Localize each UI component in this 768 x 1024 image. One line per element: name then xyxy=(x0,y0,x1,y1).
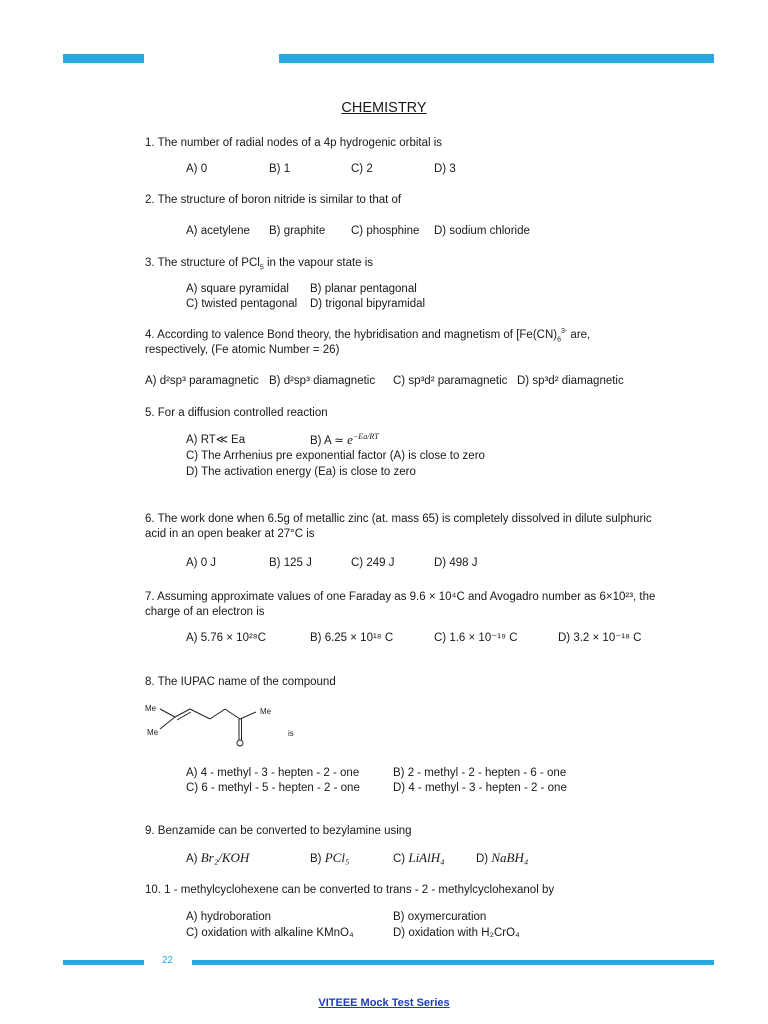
question-7-line-2: charge of an electron is xyxy=(145,606,265,618)
header-bar-right xyxy=(279,54,714,63)
q8-option-a: A) 4 - methyl - 3 - hepten - 2 - one xyxy=(186,767,360,779)
question-8: 8. The IUPAC name of the compound xyxy=(145,676,336,688)
q2-option-c: C) phosphine xyxy=(351,225,420,237)
q2-option-b: B) graphite xyxy=(269,225,326,237)
footer-series-link[interactable]: VITEEE Mock Test Series xyxy=(318,997,450,1009)
q3-option-b: B) planar pentagonal xyxy=(310,283,417,295)
question-7-line-1: 7. Assuming approximate values of one Faraday as 9.6 × 10⁴C and Avogadro number as 6×10²³, the xyxy=(145,591,656,603)
structure-label-is: is xyxy=(288,729,294,738)
q9-option-b-math: PCl₅ xyxy=(324,850,350,865)
structure-label-me-2: Me xyxy=(147,728,159,737)
q9-option-d-label: D) xyxy=(476,853,492,865)
q1-option-a: A) 0 xyxy=(186,163,208,175)
structure-diagram xyxy=(140,700,340,750)
q3-text-pre: 3. The structure of PCl xyxy=(145,257,260,269)
q9-option-b xyxy=(310,851,349,866)
q5-option-b xyxy=(310,433,379,448)
q2-option-d: D) sodium chloride xyxy=(434,225,530,237)
question-9: 9. Benzamide can be converted to bezylamine using xyxy=(145,825,412,837)
q5-option-b-label: B) A ≃ xyxy=(310,435,348,447)
q5-option-c: C) The Arrhenius pre exponential factor (A) is close to zero xyxy=(186,450,485,462)
q3-text-post: in the vapour state is xyxy=(263,257,374,269)
q3-option-c: C) twisted pentagonal xyxy=(186,298,298,310)
q10-option-c: C) oxidation with alkaline KMnO₄ xyxy=(186,927,354,939)
footer-bar-right xyxy=(192,960,714,965)
q2-option-a: A) acetylene xyxy=(186,225,250,237)
q9-option-c xyxy=(393,851,445,866)
q4-option-a: A) d²sp³ paramagnetic xyxy=(145,375,259,387)
q6-option-b: B) 125 J xyxy=(269,557,312,569)
q6-option-c: C) 249 J xyxy=(351,557,395,569)
q1-option-d: D) 3 xyxy=(434,163,456,175)
question-5: 5. For a diffusion controlled reaction xyxy=(145,407,328,419)
q3-option-d: D) trigonal bipyramidal xyxy=(310,298,426,310)
q4-option-b: B) d²sp³ diamagnetic xyxy=(269,375,376,387)
q4-superscript: 3- xyxy=(561,328,568,336)
q4-option-c: C) sp³d² paramagnetic xyxy=(393,375,508,387)
q8-option-c: C) 6 - methyl - 5 - hepten - 2 - one xyxy=(186,782,360,794)
question-4-line-1 xyxy=(145,328,590,342)
q5-option-b-math: e xyxy=(347,432,353,447)
q8-option-b: B) 2 - methyl - 2 - hepten - 6 - one xyxy=(393,767,567,779)
question-4-line-2: respectively, (Fe atomic Number = 26) xyxy=(145,344,340,356)
q3-option-a: A) square pyramidal xyxy=(186,283,289,295)
q9-option-c-label: C) xyxy=(393,853,409,865)
q9-option-b-label: B) xyxy=(310,853,325,865)
question-6-line-2: acid in an open beaker at 27°C is xyxy=(145,528,315,540)
q6-option-d: D) 498 J xyxy=(434,557,478,569)
q4-text-post: are, xyxy=(567,329,591,341)
q7-option-a: A) 5.76 × 10²⁸C xyxy=(186,632,266,644)
q7-option-c: C) 1.6 × 10⁻¹⁹ C xyxy=(434,632,518,644)
q7-option-d: D) 3.2 × 10⁻¹⁸ C xyxy=(558,632,642,644)
q5-option-d: D) The activation energy (Ea) is close to zero xyxy=(186,466,416,478)
question-3 xyxy=(145,256,373,270)
q6-option-a: A) 0 J xyxy=(186,557,217,569)
page-number: 22 xyxy=(162,955,174,966)
q10-option-a: A) hydroboration xyxy=(186,911,272,923)
page-title: CHEMISTRY xyxy=(341,100,427,116)
footer-bar-left xyxy=(63,960,144,965)
q5-option-a: A) RT≪ Ea xyxy=(186,434,246,446)
q1-option-b: B) 1 xyxy=(269,163,291,175)
q3-subscript: 5 xyxy=(259,264,264,272)
q9-option-a xyxy=(186,851,249,866)
q7-option-b: B) 6.25 × 10¹⁸ C xyxy=(310,632,394,644)
q4-subscript: 6 xyxy=(557,336,561,344)
q9-option-a-math: Br₂/KOH xyxy=(200,850,250,865)
q9-option-c-math: LiAlH₄ xyxy=(408,850,445,865)
question-2: 2. The structure of boron nitride is similar to that of xyxy=(145,194,402,206)
q9-option-d xyxy=(476,851,528,866)
q10-option-d: D) oxidation with H₂CrO₄ xyxy=(393,927,520,939)
header-bar-left xyxy=(63,54,144,63)
question-6-line-1: 6. The work done when 6.5g of metallic zinc (at. mass 65) is completely dissolved in dilute sulphuric xyxy=(145,513,652,525)
q8-option-d: D) 4 - methyl - 3 - hepten - 2 - one xyxy=(393,782,567,794)
q1-option-c: C) 2 xyxy=(351,163,373,175)
question-1: 1. The number of radial nodes of a 4p hydrogenic orbital is xyxy=(145,137,443,149)
q5-option-b-exponent: −Ea/RT xyxy=(352,432,379,442)
q4-text-pre: 4. According to valence Bond theory, the hybridisation and magnetism of [Fe(CN) xyxy=(145,329,558,341)
question-10: 10. 1 - methylcyclohexene can be converted to trans - 2 - methylcyclohexanol by xyxy=(145,884,555,896)
q4-option-d: D) sp³d² diamagnetic xyxy=(517,375,624,387)
q9-option-a-label: A) xyxy=(186,853,201,865)
structure-label-me-3: Me xyxy=(260,707,272,716)
q10-option-b: B) oxymercuration xyxy=(393,911,487,923)
structure-label-me-1: Me xyxy=(145,704,157,713)
q9-option-d-math: NaBH₄ xyxy=(491,850,529,865)
